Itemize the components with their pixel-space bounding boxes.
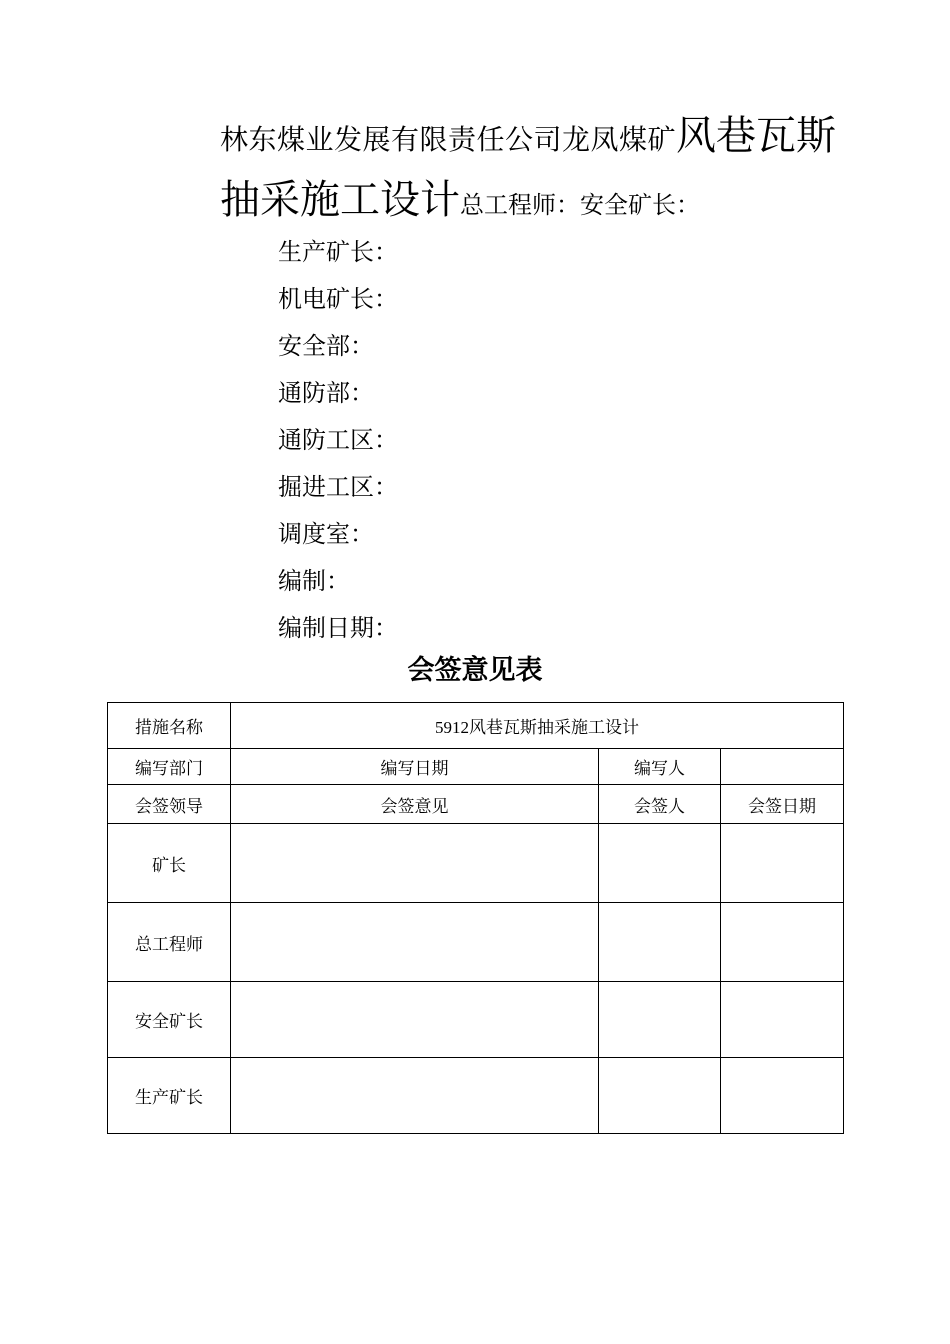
opinion-cell xyxy=(231,1058,599,1134)
date-cell xyxy=(721,903,844,982)
table-row xyxy=(108,824,844,903)
table-row xyxy=(108,749,844,785)
leader-cell: 总工程师 xyxy=(108,903,231,982)
signature-item: 安全部： xyxy=(278,332,374,360)
signer-cell xyxy=(599,1058,721,1134)
signer-cell xyxy=(599,824,721,903)
project-name: 风巷瓦斯抽采施工设计 xyxy=(220,113,837,223)
leader-cell: 矿长 xyxy=(108,824,231,903)
signature-item: 掘进工区： xyxy=(278,473,398,501)
leader-cell: 安全矿长 xyxy=(108,982,231,1058)
date-cell xyxy=(721,824,844,903)
opinion-cell xyxy=(231,824,599,903)
header-signer: 会签人 xyxy=(599,785,721,824)
signature-item: 编制： xyxy=(278,567,350,595)
header-date: 会签日期 xyxy=(721,785,844,824)
date-cell xyxy=(721,1058,844,1134)
measure-label: 措施名称 xyxy=(108,703,231,749)
signer-cell xyxy=(599,982,721,1058)
header-leader: 会签领导 xyxy=(108,785,231,824)
signature-item: 通防工区： xyxy=(278,426,398,454)
signature-item: 编制日期： xyxy=(278,614,398,642)
document-title xyxy=(220,108,860,236)
table-row xyxy=(108,703,844,749)
dept-label: 编写部门 xyxy=(108,749,231,785)
author-value xyxy=(721,749,844,785)
measure-value: 5912风巷瓦斯抽采施工设计 xyxy=(231,703,844,749)
table-header-row xyxy=(108,785,844,824)
opinion-cell xyxy=(231,982,599,1058)
header-opinion: 会签意见 xyxy=(231,785,599,824)
author-label: 编写人 xyxy=(599,749,721,785)
signature-item: 调度室： xyxy=(278,520,374,548)
sign-off-table xyxy=(107,702,844,1134)
leader-cell: 生产矿长 xyxy=(108,1058,231,1134)
table-row xyxy=(108,903,844,982)
signature-item: 通防部： xyxy=(278,379,374,407)
signature-item: 生产矿长： xyxy=(278,238,398,266)
table-row xyxy=(108,982,844,1058)
table-title: 会签意见表 xyxy=(407,655,543,686)
company-name: 林东煤业发展有限责任公司龙凤煤矿 xyxy=(220,123,677,156)
signature-list xyxy=(278,229,398,652)
signer-cell xyxy=(599,903,721,982)
table-row xyxy=(108,1058,844,1134)
signature-item: 机电矿长： xyxy=(278,285,398,313)
date-cell xyxy=(721,982,844,1058)
opinion-cell xyxy=(231,903,599,982)
date-label: 编写日期 xyxy=(231,749,599,785)
title-signature-fields: 总工程师：安全矿长： xyxy=(460,191,700,219)
